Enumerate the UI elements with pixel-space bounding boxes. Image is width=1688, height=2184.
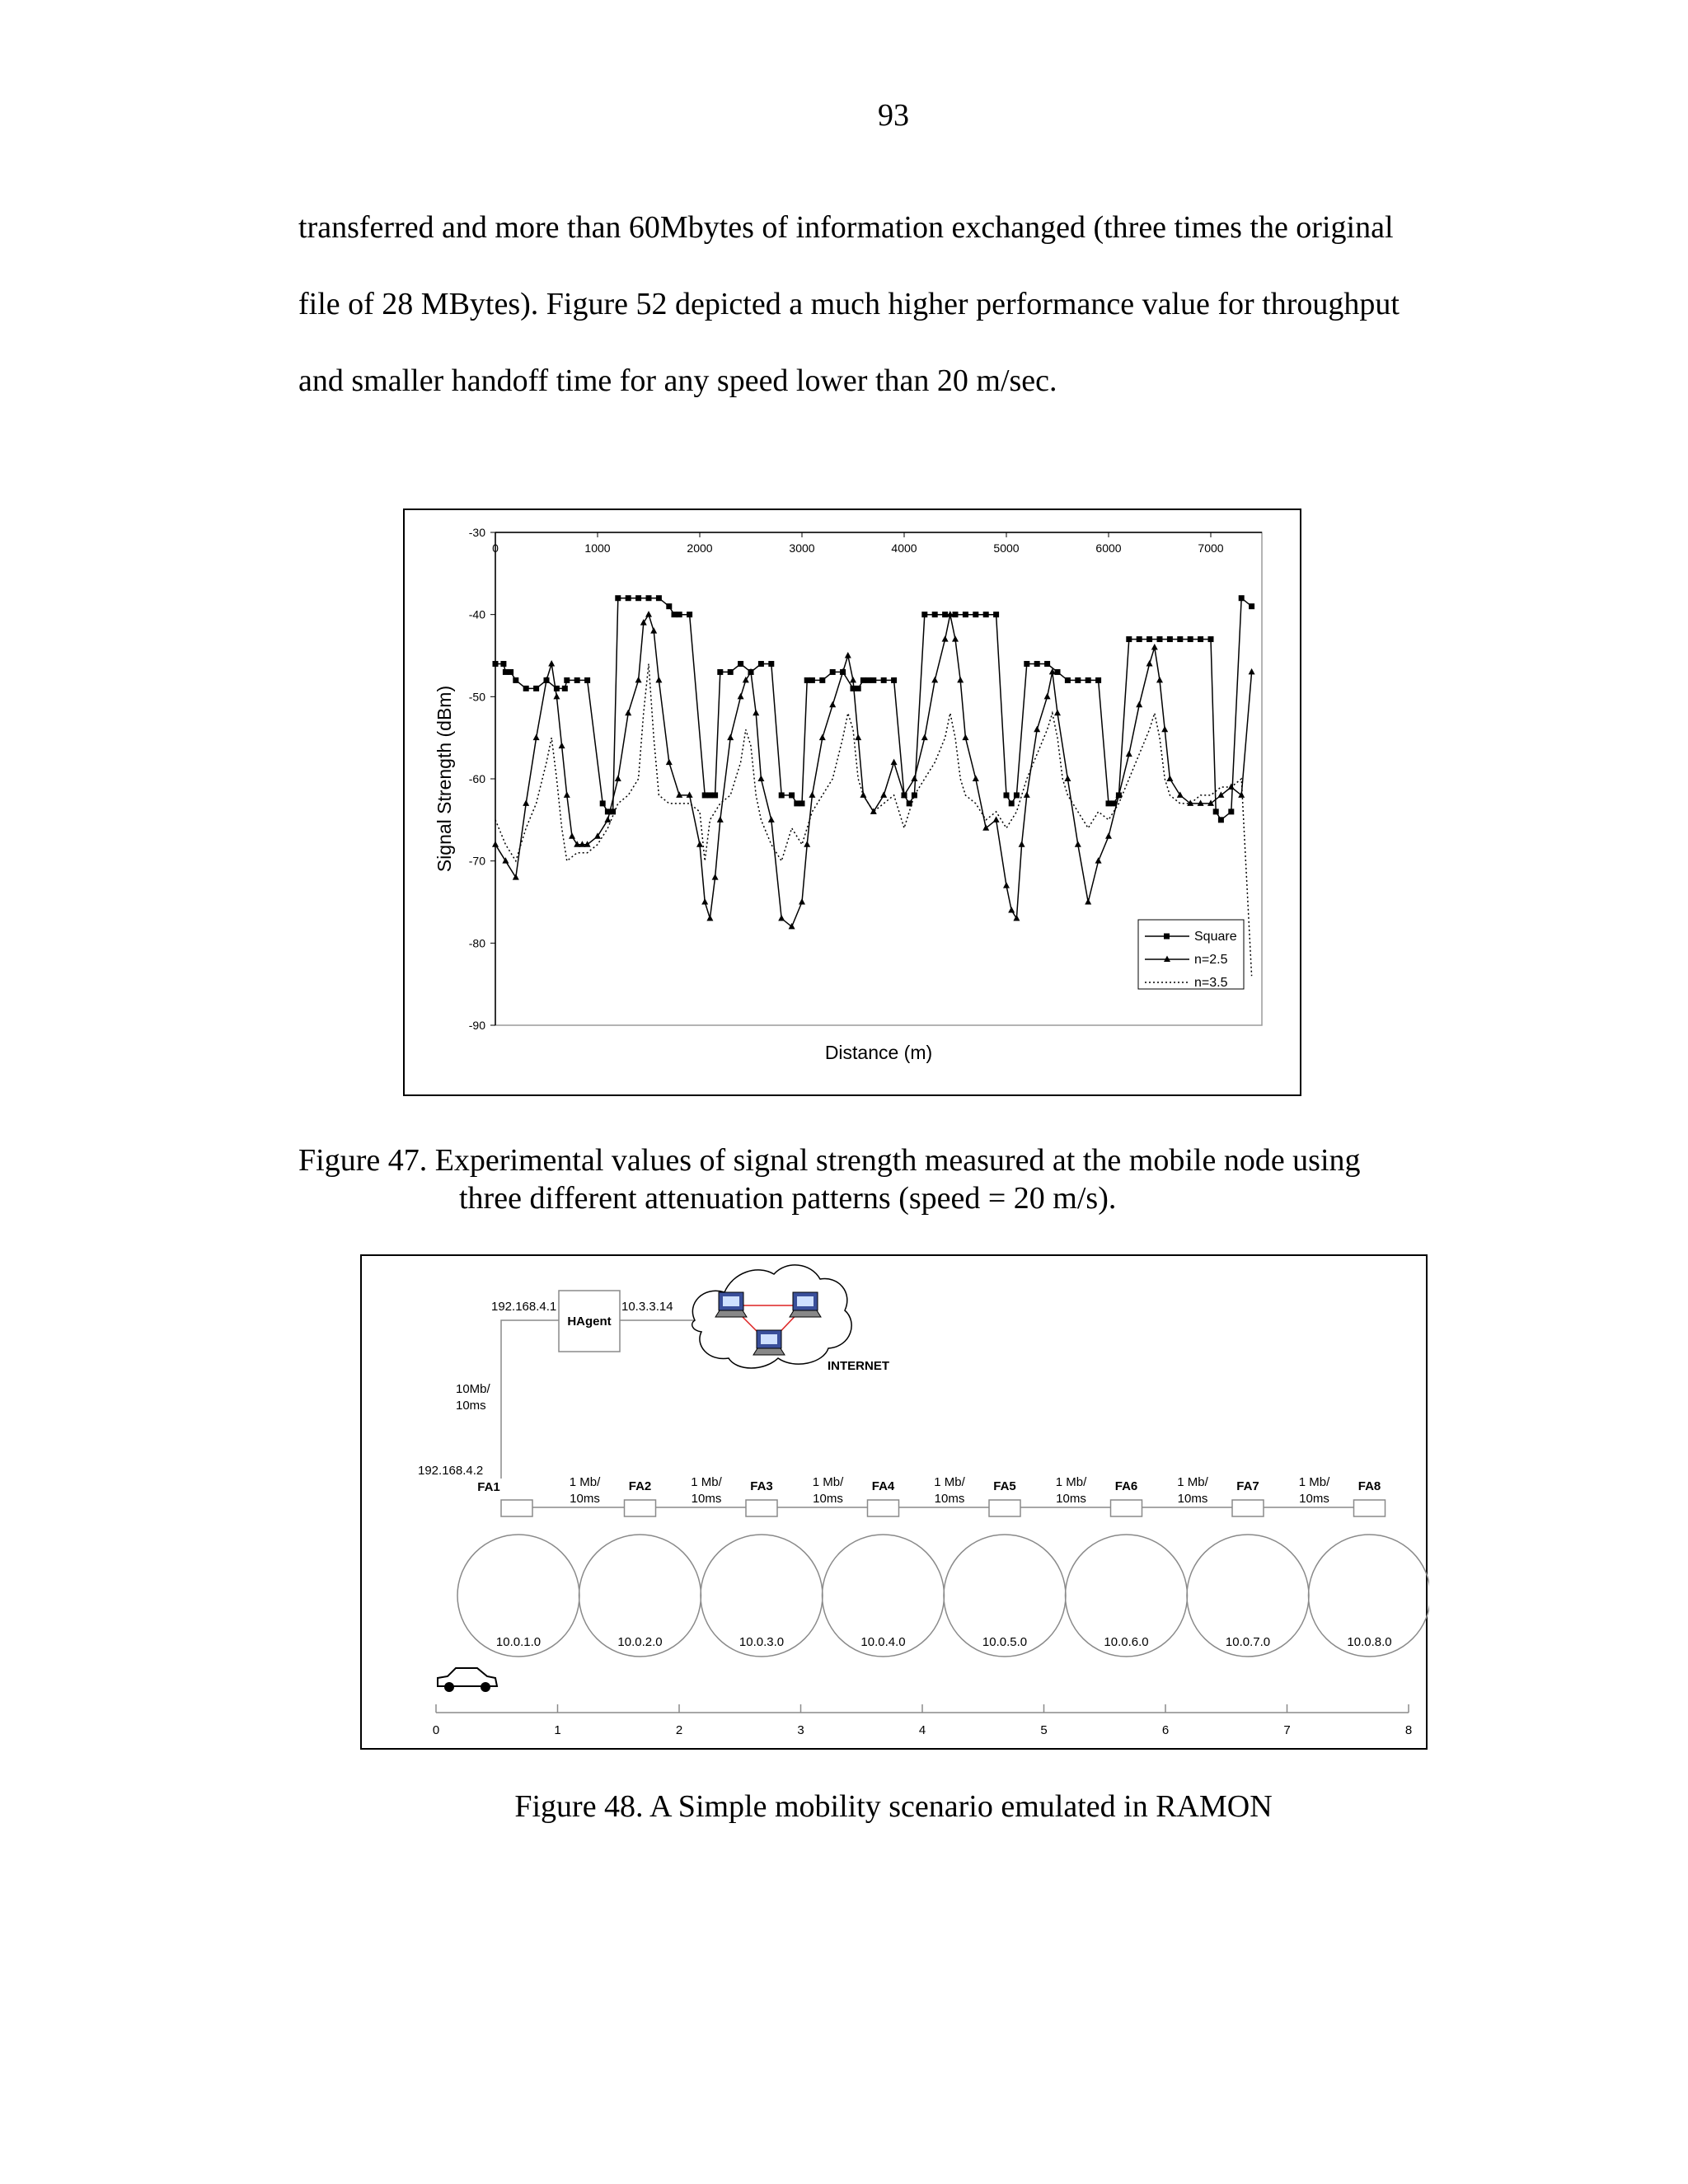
fa-label: FA2	[628, 1479, 652, 1493]
data-point-square	[789, 792, 795, 798]
fa1-node	[501, 1500, 532, 1516]
data-point-triangle	[880, 791, 887, 798]
subnet-label: 10.0.8.0	[1347, 1635, 1392, 1649]
fa-label: FA7	[1236, 1479, 1259, 1493]
link-delay: 10ms	[570, 1492, 600, 1506]
data-point-square	[1034, 661, 1040, 667]
ip-fa1-local: 192.168.4.2	[418, 1464, 484, 1478]
data-point-square	[891, 677, 897, 683]
data-point-square	[503, 669, 509, 675]
fa-label: FA5	[993, 1479, 1016, 1493]
data-point-triangle	[1019, 841, 1025, 847]
data-point-triangle	[973, 776, 979, 782]
data-point-square	[865, 677, 871, 683]
caption-line: three different attenuation patterns (speed = 20 m/s).	[459, 1181, 1117, 1216]
data-point-square	[953, 612, 959, 617]
y-tick-label: -90	[468, 1019, 485, 1032]
data-point-triangle	[655, 677, 662, 683]
data-point-square	[615, 595, 621, 601]
link-rate: 1 Mb/	[1298, 1475, 1330, 1489]
data-point-triangle	[891, 759, 898, 766]
link-delay: 10ms	[1177, 1492, 1208, 1506]
x-tick-label: 3000	[789, 541, 815, 555]
data-point-square	[584, 677, 590, 683]
data-point-square	[794, 800, 799, 806]
data-point-square	[768, 661, 774, 667]
y-tick-label: -60	[468, 772, 485, 785]
data-point-triangle	[696, 841, 703, 847]
data-point-square	[493, 661, 499, 667]
data-point-square	[1065, 677, 1071, 683]
data-point-triangle	[569, 832, 575, 839]
data-point-triangle	[855, 734, 861, 741]
fa-node	[868, 1500, 899, 1516]
data-point-triangle	[1034, 726, 1040, 733]
data-point-square	[712, 792, 718, 798]
body-paragraph	[298, 190, 1477, 419]
figure-47-chart-frame	[403, 509, 1301, 1096]
data-point-square	[1044, 661, 1050, 667]
ip-hagent: 10.3.3.14	[621, 1300, 673, 1314]
legend-label: n=2.5	[1194, 953, 1228, 967]
data-point-triangle	[845, 652, 851, 658]
data-point-square	[1218, 817, 1224, 823]
data-point-square	[881, 677, 887, 683]
car-wheel	[444, 1682, 454, 1692]
data-point-square	[1085, 677, 1091, 683]
hagent-label: HAgent	[567, 1315, 612, 1329]
computer-icon	[753, 1330, 785, 1355]
fa-node	[989, 1500, 1020, 1516]
data-point-square	[717, 669, 723, 675]
link-delay: 10ms	[813, 1492, 843, 1506]
data-point-triangle	[829, 701, 836, 708]
data-point-triangle	[957, 677, 964, 683]
fa1-label: FA1	[477, 1480, 500, 1494]
data-point-square	[687, 612, 692, 617]
data-point-triangle	[553, 693, 560, 700]
data-point-triangle	[1003, 882, 1010, 888]
data-point-triangle	[1064, 776, 1071, 782]
data-point-triangle	[942, 635, 949, 642]
link-delay: 10ms	[1299, 1492, 1329, 1506]
link-delay: 10ms	[691, 1492, 722, 1506]
screen	[723, 1296, 739, 1306]
data-point-triangle	[1238, 791, 1245, 798]
data-point-square	[562, 686, 568, 691]
data-point-square	[1198, 636, 1203, 642]
distance-tick-label: 6	[1161, 1723, 1170, 1737]
data-point-square	[707, 792, 713, 798]
subnet-label: 10.0.1.0	[495, 1635, 542, 1649]
data-point-triangle	[564, 791, 570, 798]
data-point-square	[646, 595, 652, 601]
y-tick-label: -30	[468, 526, 485, 539]
data-point-triangle	[1095, 857, 1102, 864]
legend-label: n=3.5	[1194, 976, 1228, 990]
distance-tick-label: 7	[1283, 1723, 1291, 1737]
data-point-square	[942, 612, 948, 617]
data-point-square	[677, 612, 682, 617]
data-point-triangle	[523, 799, 529, 806]
computer-icon	[790, 1292, 821, 1317]
x-tick-label: 5000	[993, 541, 1020, 555]
subnet-label: 10.0.6.0	[1104, 1635, 1149, 1649]
data-point-square	[1009, 800, 1015, 806]
fa-label: FA6	[1114, 1479, 1138, 1493]
legend	[1138, 920, 1244, 990]
data-point-square	[508, 669, 513, 675]
data-point-square	[1075, 677, 1081, 683]
keyboard	[790, 1310, 821, 1317]
data-point-square	[523, 686, 529, 691]
data-point-triangle	[1161, 726, 1168, 733]
data-point-triangle	[1249, 668, 1255, 675]
data-point-triangle	[799, 898, 805, 905]
data-point-square	[921, 612, 927, 617]
link-rate: 1 Mb/	[1177, 1475, 1208, 1489]
data-point-triangle	[1054, 710, 1061, 716]
link-rate: 1 Mb/	[934, 1475, 965, 1489]
x-tick-label: 2000	[687, 541, 713, 555]
data-point-triangle	[1156, 677, 1163, 683]
data-point-square	[1126, 636, 1132, 642]
data-point-triangle	[645, 611, 652, 617]
data-point-triangle	[666, 759, 673, 766]
distance-tick-label: 8	[1404, 1723, 1413, 1737]
data-point-triangle	[911, 776, 917, 782]
data-point-square	[1106, 800, 1112, 806]
y-tick-label: -50	[468, 690, 485, 704]
caption-line: Figure 47. Experimental values of signal strength measured at the mobile node using	[298, 1143, 1361, 1178]
data-point-square	[1177, 636, 1183, 642]
subnet-label: 10.0.3.0	[738, 1635, 785, 1649]
data-point-square	[1004, 792, 1010, 798]
data-point-square	[830, 669, 836, 675]
data-point-triangle	[1166, 776, 1173, 782]
data-point-triangle	[706, 915, 713, 921]
data-point-triangle	[962, 734, 968, 741]
data-point-square	[1014, 792, 1020, 798]
data-point-triangle	[533, 734, 540, 741]
data-point-triangle	[1024, 791, 1030, 798]
data-point-square	[799, 800, 805, 806]
data-point-triangle	[1217, 791, 1224, 798]
data-point-square	[533, 686, 539, 691]
mobility-scenario-diagram	[362, 1256, 1429, 1751]
data-point-square	[728, 669, 734, 675]
link-rate: 1 Mb/	[812, 1475, 844, 1489]
data-point-square	[635, 595, 641, 601]
data-point-triangle	[650, 627, 657, 634]
y-axis-label: Signal Strength (dBm)	[434, 685, 455, 873]
data-point-square	[666, 603, 672, 609]
data-point-square	[779, 792, 785, 798]
link-delay: 10ms	[1056, 1492, 1086, 1506]
screen	[797, 1296, 814, 1306]
data-point-triangle	[982, 824, 989, 831]
data-point-triangle	[993, 816, 1000, 823]
data-point-triangle	[778, 915, 785, 921]
subnet-label: 10.0.2.0	[617, 1635, 663, 1649]
car-wheel	[481, 1682, 490, 1692]
y-tick-label: -80	[468, 936, 485, 950]
fa-label: FA4	[871, 1479, 895, 1493]
x-tick-label: 1000	[584, 541, 611, 555]
data-point-triangle	[952, 635, 959, 642]
data-point-triangle	[931, 677, 938, 683]
y-tick-label: -70	[468, 854, 485, 868]
data-point-square	[856, 686, 861, 691]
data-point-triangle	[1151, 644, 1158, 650]
data-point-triangle	[717, 816, 724, 823]
data-point-triangle	[1075, 841, 1081, 847]
keyboard	[715, 1310, 747, 1317]
data-point-square	[1249, 603, 1254, 609]
fa-node	[746, 1500, 777, 1516]
x-axis-label: Distance (m)	[824, 1042, 933, 1063]
data-point-triangle	[819, 734, 826, 741]
car-icon	[438, 1668, 497, 1692]
distance-tick-label: 1	[554, 1723, 561, 1737]
data-point-square	[993, 612, 999, 617]
signal-strength-chart	[405, 510, 1303, 1098]
data-point-triangle	[712, 874, 719, 880]
data-point-square	[672, 612, 678, 617]
data-point-square	[819, 677, 825, 683]
data-point-square	[1213, 808, 1219, 814]
distance-tick-label: 5	[1040, 1723, 1048, 1737]
subnet-label: 10.0.4.0	[860, 1635, 906, 1649]
keyboard	[753, 1348, 785, 1355]
data-point-triangle	[701, 898, 708, 905]
data-point-square	[574, 677, 580, 683]
fa-node	[1111, 1500, 1142, 1516]
cloud-icon	[692, 1265, 851, 1368]
data-point-triangle	[860, 791, 866, 798]
data-point-square	[1095, 677, 1101, 683]
data-point-square	[564, 677, 570, 683]
data-point-square	[1239, 595, 1245, 601]
data-point-triangle	[604, 816, 611, 823]
link-rate: 1 Mb/	[1055, 1475, 1087, 1489]
paragraph-line: transferred and more than 60Mbytes of information exchanged (three times the original	[298, 210, 1394, 245]
data-point-square	[738, 661, 743, 667]
data-point-triangle	[850, 677, 856, 683]
data-point-triangle	[1008, 907, 1015, 913]
data-point-square	[600, 800, 606, 806]
legend-label: Square	[1194, 930, 1237, 944]
series-line-n-2-5	[495, 615, 1252, 927]
fa-label: FA8	[1357, 1479, 1381, 1493]
data-point-square	[804, 677, 810, 683]
data-point-square	[513, 677, 518, 683]
distance-tick-label: 2	[675, 1723, 683, 1737]
subnet-label: 10.0.7.0	[1225, 1635, 1271, 1649]
data-point-triangle	[559, 743, 565, 749]
data-point-triangle	[738, 693, 744, 700]
data-point-triangle	[548, 660, 555, 667]
paragraph-line: and smaller handoff time for any speed lower than 20 m/sec.	[298, 363, 1057, 398]
data-point-triangle	[753, 710, 759, 716]
distance-tick-label: 3	[797, 1723, 804, 1737]
data-point-square	[1055, 669, 1061, 675]
data-point-square	[758, 661, 764, 667]
data-point-square	[809, 677, 815, 683]
data-point-triangle	[727, 734, 734, 741]
link-rate: 1 Mb/	[569, 1475, 601, 1489]
data-point-triangle	[789, 923, 795, 930]
data-point-triangle	[1085, 898, 1091, 905]
data-point-square	[860, 677, 866, 683]
data-point-square	[1146, 636, 1152, 642]
computer-icon	[715, 1292, 747, 1317]
paragraph-line: file of 28 MBytes). Figure 52 depicted a much higher performance value for throughput	[298, 287, 1400, 321]
data-point-square	[656, 595, 662, 601]
legend-marker	[1164, 934, 1170, 940]
data-point-triangle	[768, 816, 775, 823]
data-point-triangle	[804, 841, 810, 847]
data-point-square	[1137, 636, 1142, 642]
data-point-triangle	[1126, 751, 1132, 757]
data-point-triangle	[757, 776, 764, 782]
data-point-square	[963, 612, 968, 617]
data-point-triangle	[492, 841, 499, 847]
data-point-triangle	[1136, 701, 1142, 708]
link-delay: 10ms	[934, 1492, 965, 1506]
data-point-square	[912, 792, 917, 798]
fa-node	[1354, 1500, 1386, 1516]
data-point-square	[932, 612, 938, 617]
figure-47-caption	[298, 1141, 1361, 1217]
x-tick-label: 0	[492, 541, 499, 555]
data-point-triangle	[635, 677, 642, 683]
x-tick-label: 4000	[891, 541, 917, 555]
ip-fa1-uplink: 192.168.4.1	[491, 1300, 557, 1314]
data-point-square	[702, 792, 708, 798]
data-point-square	[1024, 661, 1029, 667]
uplink-delay: 10ms	[456, 1399, 486, 1413]
page-number: 93	[878, 98, 909, 133]
data-point-square	[1167, 636, 1173, 642]
data-point-square	[1157, 636, 1163, 642]
data-point-triangle	[809, 791, 815, 798]
x-tick-label: 7000	[1198, 541, 1224, 555]
data-point-square	[1228, 808, 1234, 814]
data-point-triangle	[625, 710, 631, 716]
data-point-triangle	[1105, 832, 1112, 839]
y-tick-label: -40	[468, 607, 485, 621]
screen	[761, 1334, 777, 1344]
data-point-triangle	[921, 734, 928, 741]
data-point-square	[870, 677, 876, 683]
x-tick-label: 6000	[1095, 541, 1122, 555]
distance-tick-label: 4	[918, 1723, 926, 1737]
internet-label: INTERNET	[828, 1359, 889, 1373]
data-point-triangle	[615, 776, 621, 782]
fa-node	[625, 1500, 656, 1516]
uplink-wire	[501, 1320, 559, 1479]
data-point-square	[500, 661, 506, 667]
data-point-square	[1188, 636, 1193, 642]
data-point-triangle	[1044, 693, 1051, 700]
link-rate: 1 Mb/	[691, 1475, 722, 1489]
fa-node	[1232, 1500, 1264, 1516]
uplink-rate: 10Mb/	[456, 1382, 490, 1396]
figure-48-diagram-frame	[360, 1254, 1428, 1750]
data-point-square	[626, 595, 631, 601]
data-point-square	[973, 612, 978, 617]
data-point-square	[1208, 636, 1214, 642]
subnet-label: 10.0.5.0	[982, 1635, 1028, 1649]
figure-48-caption: Figure 48. A Simple mobility scenario emulated in RAMON	[514, 1789, 1273, 1824]
data-point-square	[983, 612, 989, 617]
distance-tick-label: 0	[432, 1723, 440, 1737]
fa-label: FA3	[750, 1479, 773, 1493]
data-point-triangle	[1146, 660, 1153, 667]
